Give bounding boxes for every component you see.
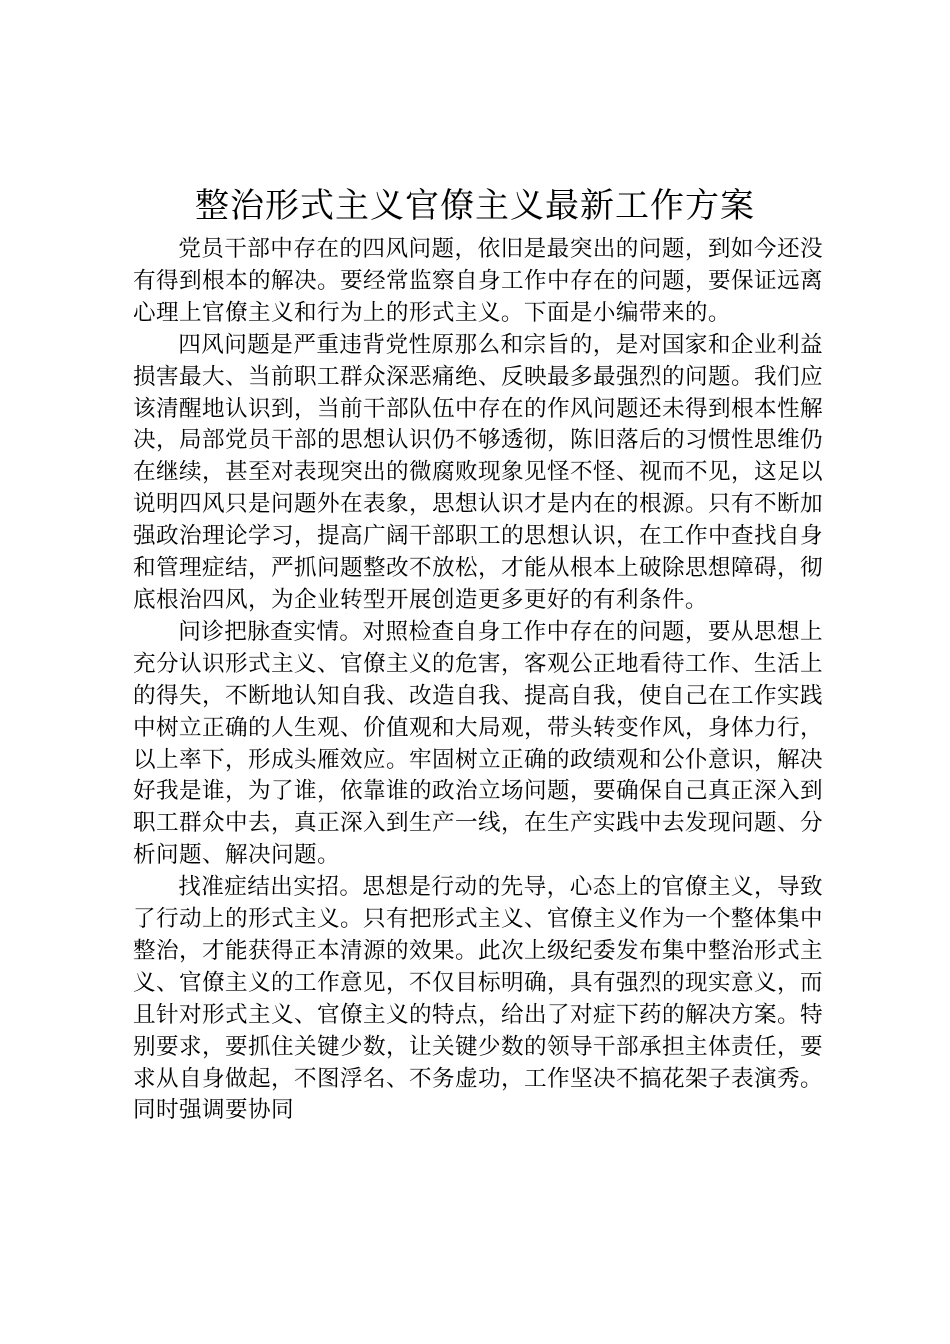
document-title: 整治形式主义官僚主义最新工作方案 [195, 186, 755, 226]
paragraph-four-winds: 四风问题是严重违背党性原那么和宗旨的，是对国家和企业利益损害最大、当前职工群众深恶痛绝、反映最多最强烈的问题。我们应该清醒地认识到，当前干部队伍中存在的作风问题还未得到根本性解决，局部党员干部的思想认识仍不够透彻，陈旧落后的习惯性思维仍在继续，甚至对表现突出的微腐败现象见怪不怪、视而不见，这足以说明四风只是问题外在表象，思想认识才是内在的根源。只有不断加强政治理论学习，提高广阔干部职工的思想认识，在工作中查找自身和管理症结，严抓问题整改不放松，才能从根本上破除思想障碍，彻底根治四风，为企业转型开展创造更多更好的有利条件。 [133, 331, 823, 613]
paragraph-intro: 党员干部中存在的四风问题，依旧是最突出的问题，到如今还没有得到根本的解决。要经常监察自身工作中存在的问题，要保证远离心理上官僚主义和行为上的形式主义。下面是小编带来的。 [133, 236, 823, 326]
document-body [133, 234, 823, 1127]
paragraph-remedy: 找准症结出实招。思想是行动的先导，心态上的官僚主义，导致了行动上的形式主义。只有把形式主义、官僚主义作为一个整体集中整治，才能获得正本清源的效果。此次上级纪委发布集中整治形式主义、官僚主义的工作意见，不仅目标明确，具有强烈的现实意义，而且针对形式主义、官僚主义的特点，给出了对症下药的解决方案。特别要求，要抓住关键少数，让关键少数的领导干部承担主体责任，要求从自身做起，不图浮名、不务虚功，工作坚决不搞花架子表演秀。同时强调要协同 [133, 874, 823, 1124]
paragraph-diagnosis: 问诊把脉查实情。对照检查自身工作中存在的问题，要从思想上充分认识形式主义、官僚主义的危害，客观公正地看待工作、生活上的得失，不断地认知自我、改造自我、提高自我，使自己在工作实践中树立正确的人生观、价值观和大局观，带头转变作风，身体力行，以上率下，形成头雁效应。牢固树立正确的政绩观和公仆意识，解决好我是谁，为了谁，依靠谁的政治立场问题，要确保自己真正深入到职工群众中去，真正深入到生产一线，在生产实践中去发现问题、分析问题、解决问题。 [133, 618, 823, 869]
